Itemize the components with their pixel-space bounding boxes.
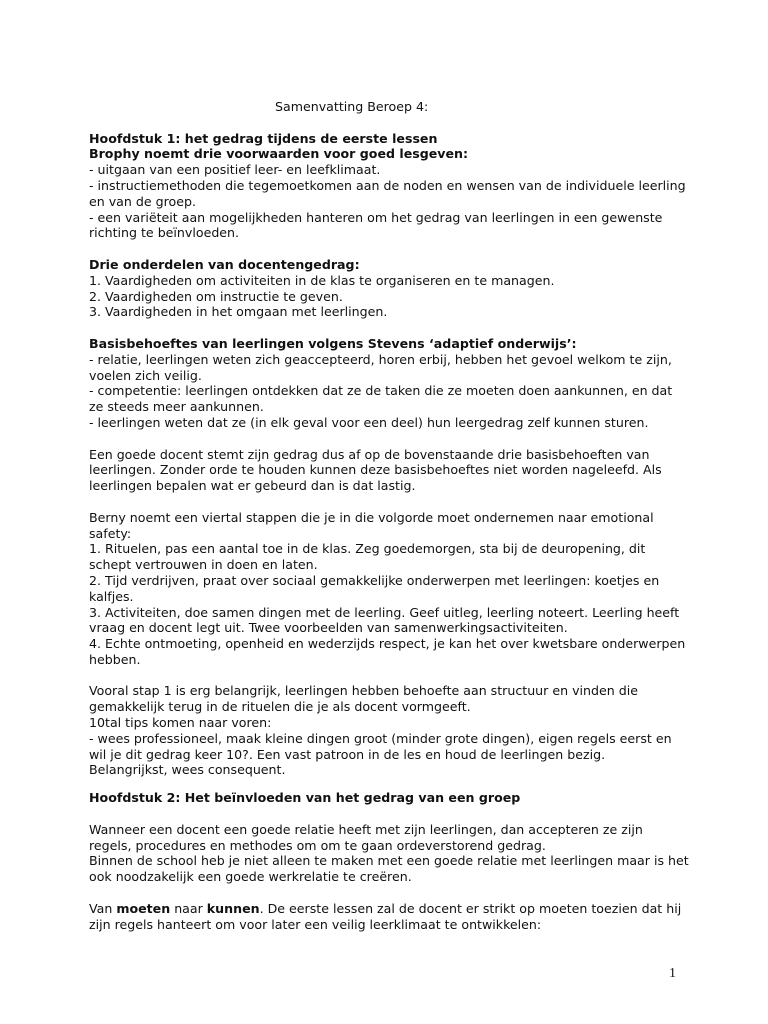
brophy-item: - instructiemethoden die tegemoetkomen aan de noden en wensen van de individuele leerling en van de groep.: [89, 177, 686, 209]
brophy-item: - uitgaan van een positief leer- en leefklimaat.: [89, 162, 381, 178]
van-prefix: Van: [89, 900, 117, 916]
basisbehoeftes-heading: Basisbehoeftes van leerlingen volgens Stevens ‘adaptief onderwijs’:: [89, 335, 577, 351]
brophy-item: - een variëteit aan mogelijkheden hanteren om het gedrag van leerlingen in een gewenste richting te beïnvloeden.: [89, 209, 663, 241]
basis-item: - relatie, leerlingen weten zich geaccepteerd, horen erbij, hebben het gevoel welkom te zijn, voelen zich veilig.: [89, 351, 672, 383]
berny-step: 1. Rituelen, pas een aantal toe in de klas. Zeg goedemorgen, sta bij de deuropening, dit schept vertrouwen in doen en laten.: [89, 541, 646, 573]
tips-intro: 10tal tips komen naar voren:: [89, 715, 272, 731]
chapter-2-paragraph: Binnen de school heb je niet alleen te maken met een goede relatie met leerlingen maar is het ook noodzakelijk een goede werkrelatie te creëren.: [89, 853, 689, 885]
document-title: Samenvatting Beroep 4:: [275, 99, 429, 114]
brophy-heading: Brophy noemt drie voorwaarden voor goed lesgeven:: [89, 146, 469, 162]
naar-text: naar: [170, 900, 207, 916]
moeten-kunnen-paragraph: [89, 901, 689, 933]
basis-item: - competentie: leerlingen ontdekken dat ze de taken die ze moeten doen aankunnen, en dat ze steeds meer aankunnen.: [89, 383, 673, 415]
tips-text: - wees professioneel, maak kleine dingen groot (minder grote dingen), eigen regels eerst en wil je dit gedrag keer 10?. Een vast patroon in de les en houd de leerlingen bezig.: [89, 730, 672, 762]
chapter-2-heading: Hoofdstuk 2: Het beïnvloeden van het gedrag van een groep: [89, 790, 521, 806]
drie-item: 2. Vaardigheden om instructie te geven.: [89, 288, 343, 304]
goede-docent-paragraph: Een goede docent stemt zijn gedrag dus af op de bovenstaande drie basisbehoeften van leerlingen. Zonder orde te houden kunnen deze basisbehoeftes niet worden nageleefd. Als leerlingen bepalen wat er gebeurd dan is dat lastig.: [89, 446, 662, 494]
berny-step: 4. Echte ontmoeting, openheid en wederzijds respect, je kan het over kwetsbare onderwerpen hebben.: [89, 636, 686, 667]
van-rest: . De eerste lessen zal de docent er strikt op moeten toezien dat hij zijn regels hanteert om voor later een veilig leerklimaat te ontwikkelen:: [89, 900, 682, 932]
moeten-bold: moeten: [116, 900, 171, 916]
chapter-2-paragraph: Wanneer een docent een goede relatie heeft met zijn leerlingen, dan accepteren ze zijn regels, procedures en methodes om om te gaan ordeverstorend gedrag.: [89, 821, 643, 853]
drie-onderdelen-heading: Drie onderdelen van docentengedrag:: [89, 256, 360, 272]
kunnen-bold: kunnen: [206, 900, 260, 916]
berny-step: 3. Activiteiten, doe samen dingen met de leerling. Geef uitleg, leerling noteert. Leerling heeft vraag en docent legt uit. Twee voorbeelden van samenwerkingsactiviteiten.: [89, 604, 680, 636]
document-body: [89, 99, 689, 932]
drie-item: 1. Vaardigheden om activiteiten in de klas te organiseren en te managen.: [89, 272, 555, 288]
berny-step: 2. Tijd verdrijven, praat over sociaal gemakkelijke onderwerpen met leerlingen: koetjes en kalfjes.: [89, 572, 660, 604]
berny-intro: Berny noemt een viertal stappen die je in die volgorde moet ondernemen naar emotional safety:: [89, 509, 654, 541]
basis-item: - leerlingen weten dat ze (in elk geval voor een deel) hun leergedrag zelf kunnen sturen.: [89, 414, 649, 430]
chapter-1-heading: Hoofdstuk 1: het gedrag tijdens de eerste lessen: [89, 130, 438, 146]
page-number: 1: [669, 966, 676, 981]
vooral-paragraph: Vooral stap 1 is erg belangrijk, leerlingen hebben behoefte aan structuur en vinden die gemakkelijk terug in de rituelen die je als docent vormgeeft.: [89, 683, 638, 715]
drie-item: 3. Vaardigheden in het omgaan met leerlingen.: [89, 304, 388, 320]
belangrijkst-line: Belangrijkst, wees consequent.: [89, 762, 286, 778]
